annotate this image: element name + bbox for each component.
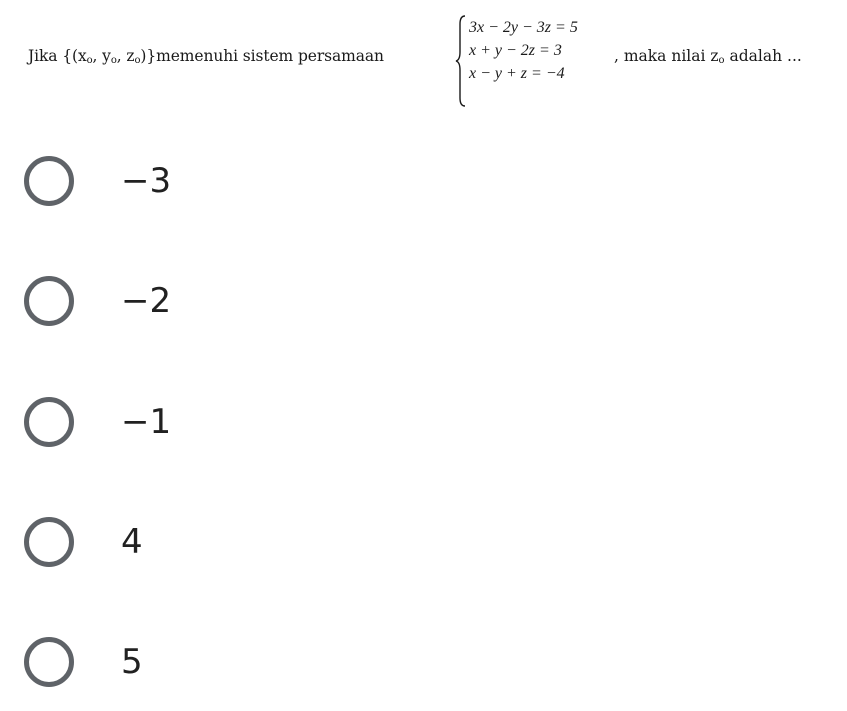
option-label: 5 (121, 642, 143, 682)
equation-2: x + y − 2z = 3 (469, 42, 562, 59)
radio-button-icon[interactable] (24, 637, 74, 687)
equation-system (469, 16, 578, 85)
radio-button-icon[interactable] (24, 397, 74, 447)
option-minus-1[interactable] (24, 390, 424, 454)
subscript-z: o (134, 55, 141, 66)
option-label: −2 (121, 281, 172, 321)
subscript-y: o (110, 55, 117, 66)
question-tail (614, 47, 802, 66)
question-prefix: Jika {(x (28, 47, 87, 65)
option-label: −1 (121, 402, 172, 442)
equation-3: x − y + z = −4 (469, 65, 565, 82)
equation-1: 3x − 2y − 3z = 5 (469, 19, 578, 36)
question-sep-2: , z (116, 47, 135, 65)
radio-button-icon[interactable] (24, 156, 74, 206)
subscript-z-2: o (718, 55, 725, 66)
question-middle: )}memenuhi sistem persamaan (140, 47, 384, 65)
option-label: −3 (121, 161, 172, 201)
option-minus-3[interactable] (24, 149, 424, 213)
subscript-x: o (86, 55, 93, 66)
radio-button-icon[interactable] (24, 517, 74, 567)
option-5[interactable] (24, 630, 424, 694)
radio-button-icon[interactable] (24, 276, 74, 326)
option-minus-2[interactable] (24, 269, 424, 333)
question-lead (28, 47, 384, 66)
left-brace-icon (455, 14, 467, 108)
question-text (28, 6, 838, 106)
question-suffix: , maka nilai z (614, 47, 719, 65)
option-label: 4 (121, 522, 143, 562)
question-sep-1: , y (92, 47, 111, 65)
option-4[interactable] (24, 510, 424, 574)
question-ending: adalah ... (724, 47, 802, 65)
